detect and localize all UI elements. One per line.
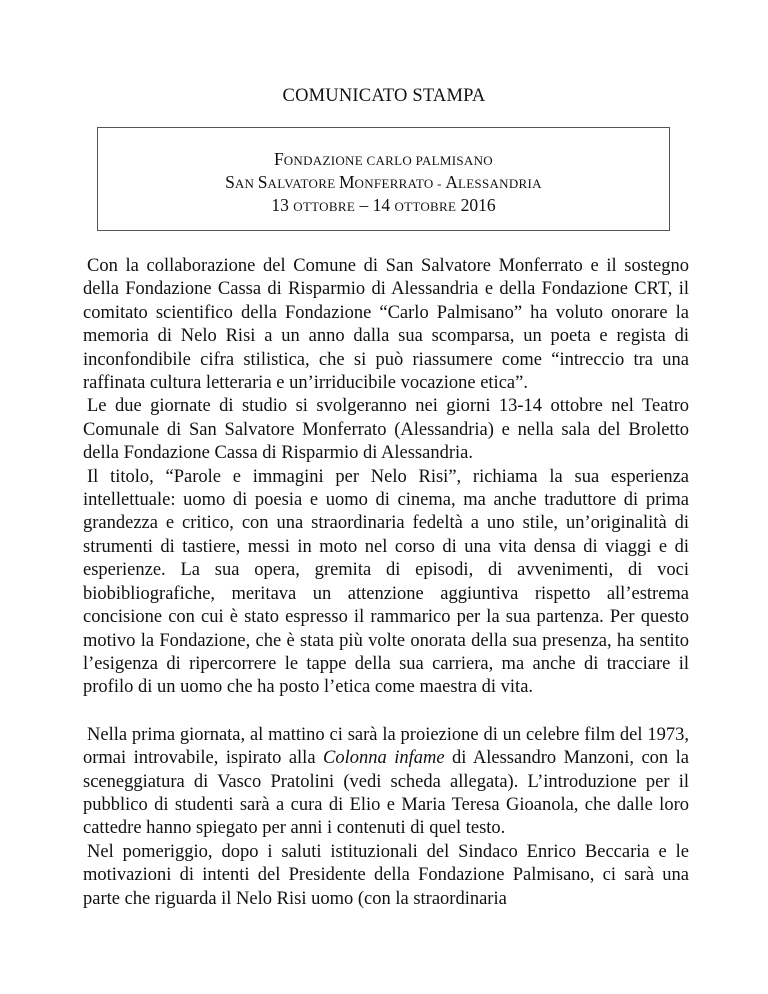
first-day-text-b: di Alessandro Manzoni, con la sceneggiatura di Vasco Pratolini (vedi scheda allegata). L’introduzione per il pubblico di studenti sarà a cura di Elio e Maria Teresa Gioanola, che dalle loro cattedre hanno spiegato per anni i contenuti di quel testo. [83,748,689,839]
foundation-name: FONDAZIONE CARLO PALMISANO [274,149,493,169]
dates-line: 13 OTTOBRE – 14 OTTOBRE 2016 [271,195,496,215]
paragraph-title: Il titolo, “Parole e immagini per Nelo Risi”, richiama la sua esperienza intellettuale: uomo di poesia e uomo di cinema, ma anche traduttore di prima grandezza e critico, con una straordinaria fedeltà a uno stile, un’originalità di strumenti di tastiere, messi in moto nel corso di una vita densa di viaggi e di esperienze. La sua opera, gremita di episodi, di avvenimenti, di voci biobibliografiche, meritava un attenzione aggiuntiva rispetto all’estrema concisione con cui è stato espresso il rammarico per la sua partenza. Per questo motivo la Fondazione, che è stata più volte onorata della sua presenza, ha sentito l’esigenza di ripercorrere le tappe della sua carriera, ma anche di tracciare il profilo di un uomo che ha posto l’etica come maestra di vita. [83,466,689,698]
page-title: COMUNICATO STAMPA [282,86,486,106]
paragraph-afternoon: Nel pomeriggio, dopo i saluti istituzionali del Sindaco Enrico Beccaria e le motivazioni di intenti del Presidente della Fondazione Palmisano, ci sarà una parte che riguarda il Nelo Risi uomo (con la straordinaria [83,841,689,909]
paragraph-dates: Le due giornate di studio si svolgeranno nei giorni 13-14 ottobre nel Teatro Comunale di San Salvatore Monferrato (Alessandria) e nella sala del Broletto della Fondazione Cassa di Risparmio di Alessandria. [83,396,689,464]
body-text [83,255,689,911]
header-box [97,127,670,231]
paragraph-intro: Con la collaborazione del Comune di San Salvatore Monferrato e il sostegno della Fondazione Cassa di Risparmio di Alessandria e della Fondazione CRT, il comitato scientifico della Fondazione “Carlo Palmisano” ha voluto onorare la memoria di Nelo Risi a un anno dalla sua scomparsa, un poeta e regista di inconfondibile cifra stilistica, che si può riassumere come “intreccio tra una raffinata cultura letteraria e un’irriducibile vocazione etica”. [83,256,689,394]
film-title: Colonna infame [323,748,445,769]
location-line: SAN SALVATORE MONFERRATO - ALESSANDRIA [225,172,542,192]
paragraph-first-day [83,724,689,841]
first-day-text-a: Nella prima giornata, al mattino ci sarà la proiezione di un celebre film del 1973, ormai introvabile, ispirato alla [83,724,689,769]
